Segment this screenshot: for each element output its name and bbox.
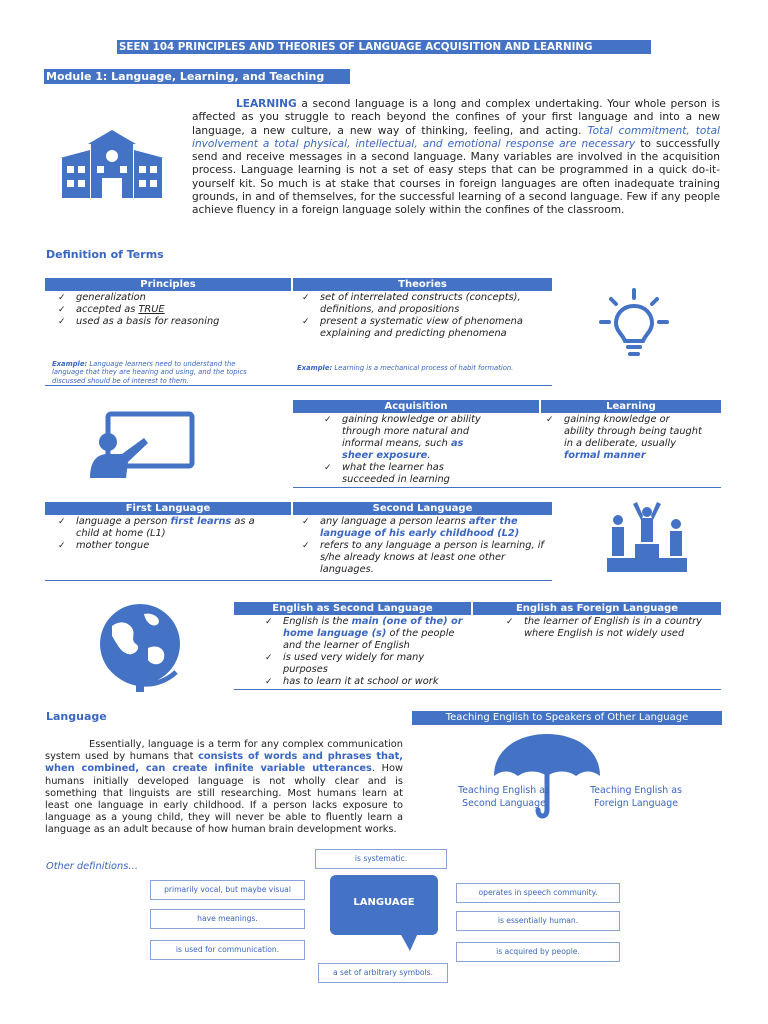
list-item: ✓ gaining knowledge or ability through being taught in a deliberate, usually formal manner (542, 414, 702, 462)
first-language-header: First Language (45, 502, 291, 515)
def-meanings: have meanings. (150, 909, 305, 929)
list-item: ✓ generalization (54, 292, 290, 304)
tesol-second-language: Teaching English as Second Language (458, 785, 550, 809)
principles-example: Example: Language learners need to understand the language that they are hearing and using, and the topics discussed should be of interest to them. (52, 360, 247, 385)
divider (234, 689, 721, 690)
list-item: ✓ refers to any language a person is learning, if s/he already knows at least one other languages. (298, 540, 544, 576)
principles-list (54, 292, 290, 328)
def-speech-community: operates in speech community. (456, 883, 620, 903)
theories-header: Theories (293, 278, 552, 291)
definition-heading: Definition of Terms (46, 248, 164, 261)
esl-list (261, 616, 471, 688)
tesol-title: Teaching English to Speakers of Other Language (412, 711, 722, 725)
list-item: ✓ any language a person learns after the language of his early childhood (L2) (298, 516, 544, 540)
intro-text-1: a second language is a long and complex undertaking. Your whole person is affected as you struggle to reach beyond the confines of your first language and into a new language, a new culture, a new way of thinking, feeling, and acting. (192, 98, 720, 137)
tesol-foreign-language: Teaching English as Foreign Language (590, 785, 682, 809)
true-label: TRUE (138, 304, 165, 315)
list-item: ✓ is used very widely for many purposes (261, 652, 471, 676)
intro-keyword: LEARNING (236, 98, 297, 110)
def-arbitrary: a set of arbitrary symbols. (318, 963, 448, 983)
list-item: ✓ has to learn it at school or work (261, 676, 471, 688)
language-heading: Language (46, 710, 107, 723)
globe-icon (92, 596, 192, 696)
podium-icon (603, 500, 691, 574)
list-item: ✓ the learner of English is in a country where English is not widely used (502, 616, 714, 640)
acquisition-list (320, 414, 488, 486)
list-item: ✓ set of interrelated constructs (concepts), definitions, and propositions (298, 292, 552, 316)
divider (293, 487, 721, 488)
list-item: ✓ English is the main (one of the) or home language (s) of the people and the learner of English (261, 616, 471, 652)
language-bubble-label: LANGUAGE (353, 897, 415, 908)
list-item: ✓ accepted as TRUE (54, 304, 290, 316)
language-paragraph: Essentially, language is a term for any complex communication system used by humans that consists of words and phrases that, when combined, can create infinite variable utterances. How humans initially developed language is not wholly clear and is something that linguists are still researching. Most humans learn at least one language in early childhood. If a person lacks exposure to language as a young child, they will never be able to fluently learn a language as an adult because of how human brain development works. (45, 739, 403, 836)
intro-paragraph (192, 98, 720, 218)
principles-header: Principles (45, 278, 291, 291)
learning-header: Learning (541, 400, 721, 413)
intro-text-2: to successfully send and receive messages in a second language. Many variables are involved in the acquisition process. Language learning is not a set of easy steps that can be programmed in a quick do-it-yourself kit. So much is at stake that courses in foreign languages are often inadequate training grounds, in and of themselves, for the successful learning of a second language. Few if any people achieve fluency in a foreign language solely within the confines of the classroom. (192, 137, 720, 217)
intro-italic: Total commitment, total involvement a total physical, intellectual, and emotional response are necessary (192, 124, 720, 150)
other-definitions-heading: Other definitions… (46, 861, 139, 872)
course-title: SEEN 104 PRINCIPLES AND THEORIES OF LANGUAGE ACQUISITION AND LEARNING (117, 40, 651, 54)
acquisition-header: Acquisition (293, 400, 539, 413)
first-language-list (54, 516, 276, 552)
def-human: is essentially human. (456, 911, 620, 931)
language-bubble (330, 875, 440, 955)
list-item: ✓ mother tongue (54, 540, 276, 552)
divider (45, 385, 552, 386)
school-icon (58, 128, 166, 200)
divider (45, 580, 552, 581)
teacher-board-icon (86, 410, 196, 482)
module-title: Module 1: Language, Learning, and Teaching (44, 69, 350, 84)
def-acquired: is acquired by people. (456, 942, 620, 962)
def-vocal: primarily vocal, but maybe visual (150, 880, 305, 900)
efl-header: English as Foreign Language (473, 602, 721, 615)
second-language-header: Second Language (293, 502, 552, 515)
def-systematic: is systematic. (315, 849, 447, 869)
theories-example: Example: Learning is a mechanical process of habit formation. (297, 364, 514, 372)
efl-list (502, 616, 714, 640)
esl-header: English as Second Language (234, 602, 471, 615)
list-item: ✓ present a systematic view of phenomena explaining and predicting phenomena (298, 316, 552, 340)
theories-list (298, 292, 552, 340)
learning-list (542, 414, 702, 462)
list-item: ✓ language a person first learns as a child at home (L1) (54, 516, 276, 540)
list-item: ✓ used as a basis for reasoning (54, 316, 290, 328)
list-item: ✓ what the learner has succeeded in learning (320, 462, 488, 486)
second-language-list (298, 516, 544, 576)
lightbulb-icon (597, 286, 671, 360)
def-communication: is used for communication. (150, 940, 305, 960)
list-item: ✓ gaining knowledge or ability through more natural and informal means, such as sheer exposure. (320, 414, 488, 462)
